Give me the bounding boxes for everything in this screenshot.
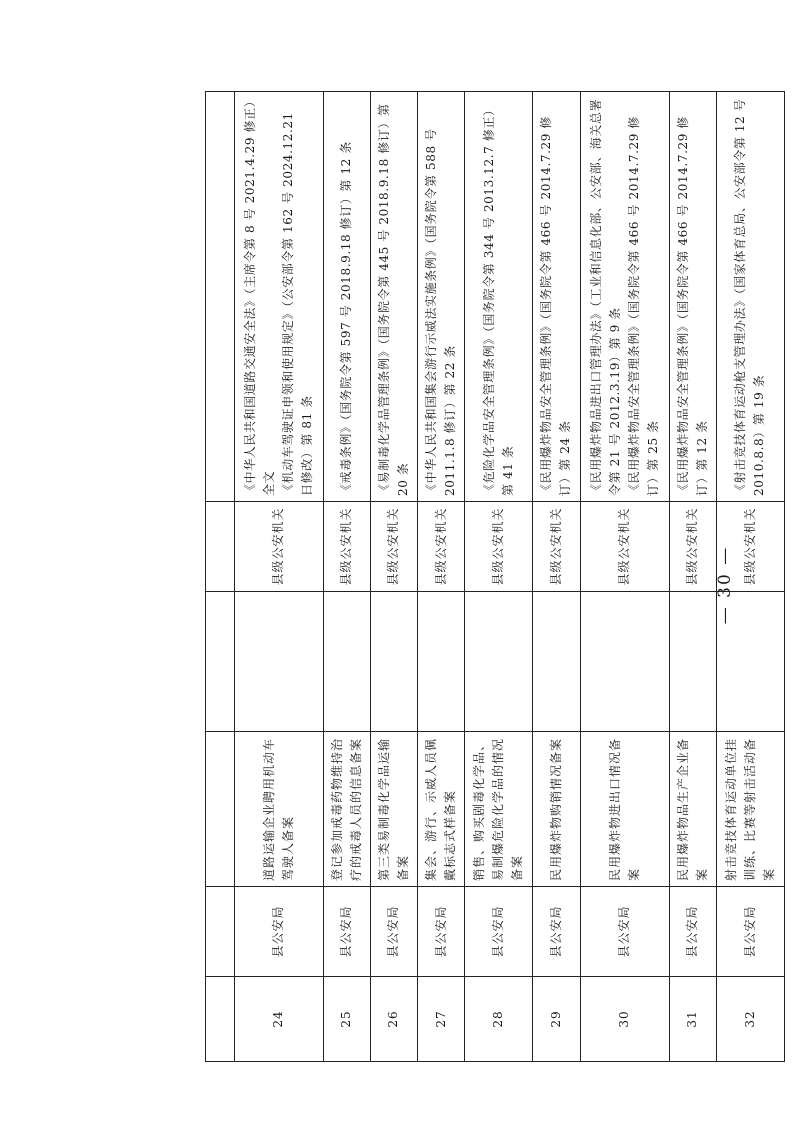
table-row — [370, 92, 417, 1062]
table-cell — [206, 732, 235, 887]
row-number-cell: 26 — [370, 977, 417, 1062]
handling-level-cell: 县级公安机关 — [533, 502, 580, 592]
legal-basis-cell: 《中华人民共和国道路交通安全法》（主席令第 8 号 2021.4.29 修正）全文 《机动车驾驶证申领和使用规定》（公安部令第 162 号 2024.12.21 日修改）第 81 条 — [234, 92, 323, 502]
empty-cell — [533, 592, 580, 732]
filing-items-table — [205, 91, 785, 1062]
legal-basis-cell: 《易制毒化学品管理条例》（国务院令第 445 号 2018.9.18 修订）第 20 条 — [370, 92, 417, 502]
table-row — [533, 92, 580, 1062]
table-cell — [206, 502, 235, 592]
table-row — [580, 92, 669, 1062]
row-number-cell: 30 — [580, 977, 669, 1062]
table-row-partial-top — [206, 92, 235, 1062]
handling-level-cell: 县级公安机关 — [716, 502, 784, 592]
legal-basis-cell: 《民用爆炸物品安全管理条例》（国务院令第 466 号 2014.7.29 修订）第 12 条 — [669, 92, 716, 502]
table-row — [418, 92, 465, 1062]
filing-item-cell: 射击竞技体育运动单位挂训练、比赛等射击活动备案 — [716, 732, 784, 887]
filing-item-cell: 登记参加戒毒药物维持治疗的戒毒人员的信息备案 — [323, 732, 370, 887]
filing-item-cell: 道路运输企业聘用机动车驾驶人备案 — [234, 732, 323, 887]
row-number-cell: 25 — [323, 977, 370, 1062]
row-number-cell: 24 — [234, 977, 323, 1062]
handling-level-cell: 县级公安机关 — [323, 502, 370, 592]
department-cell: 县公安局 — [580, 887, 669, 977]
handling-level-cell: 县级公安机关 — [669, 502, 716, 592]
empty-cell — [234, 592, 323, 732]
department-cell: 县公安局 — [370, 887, 417, 977]
filing-item-cell: 民用爆炸物购销情况备案 — [533, 732, 580, 887]
table-row — [323, 92, 370, 1062]
filing-item-cell: 第三类易制毒化学品运输备案 — [370, 732, 417, 887]
department-cell: 县公安局 — [323, 887, 370, 977]
legal-basis-cell: 《民用爆炸物品进出口管理办法》（工业和信息化部、公安部、海关总署令第 21 号 2012.3.19）第 9 条 《民用爆炸物品安全管理条例》（国务院令第 466 号 2014.7.29 修订）第 25 条 — [580, 92, 669, 502]
department-cell: 县公安局 — [669, 887, 716, 977]
empty-cell — [418, 592, 465, 732]
table-row — [465, 92, 533, 1062]
table-cell — [206, 977, 235, 1062]
handling-level-cell: 县级公安机关 — [234, 502, 323, 592]
handling-level-cell: 县级公安机关 — [418, 502, 465, 592]
row-number-cell: 32 — [716, 977, 784, 1062]
legal-basis-cell: 《戒毒条例》（国务院令第 597 号 2018.9.18 修订）第 12 条 — [323, 92, 370, 502]
table-cell — [206, 592, 235, 732]
empty-cell — [370, 592, 417, 732]
legal-basis-cell: 《射击竞技体育运动枪支管理办法》（国家体育总局、公安部令第 12 号 2010.8.8）第 19 条 — [716, 92, 784, 502]
department-cell: 县公安局 — [234, 887, 323, 977]
department-cell: 县公安局 — [465, 887, 533, 977]
filing-item-cell: 集会、游行、示威人员佩戴标志式样备案 — [418, 732, 465, 887]
row-number-cell: 31 — [669, 977, 716, 1062]
table-cell — [206, 92, 235, 502]
handling-level-cell: 县级公安机关 — [465, 502, 533, 592]
legal-basis-cell: 《危险化学品安全管理条例》（国务院令第 344 号 2013.12.7 修正）第 41 条 — [465, 92, 533, 502]
department-cell: 县公安局 — [533, 887, 580, 977]
legal-basis-cell: 《民用爆炸物品安全管理条例》（国务院令第 466 号 2014.7.29 修订）第 24 条 — [533, 92, 580, 502]
rotated-table-container — [205, 92, 785, 1062]
department-cell: 县公安局 — [716, 887, 784, 977]
empty-cell — [580, 592, 669, 732]
handling-level-cell: 县级公安机关 — [370, 502, 417, 592]
filing-item-cell: 民用爆炸物进出口情况备案 — [580, 732, 669, 887]
filing-item-cell: 民用爆炸物品生产企业备案 — [669, 732, 716, 887]
department-cell: 县公安局 — [418, 887, 465, 977]
legal-basis-cell: 《中华人民共和国集会游行示威法实施条例》（国务院令第 588 号 2011.1.8 修订）第 22 条 — [418, 92, 465, 502]
row-number-cell: 27 — [418, 977, 465, 1062]
row-number-cell: 28 — [465, 977, 533, 1062]
table-cell — [206, 887, 235, 977]
handling-level-cell: 县级公安机关 — [580, 502, 669, 592]
empty-cell — [465, 592, 533, 732]
filing-item-cell: 销售、购买剧毒化学品、易制爆危险化学品的情况备案 — [465, 732, 533, 887]
empty-cell — [323, 592, 370, 732]
table-row — [234, 92, 323, 1062]
table-body — [234, 92, 784, 1062]
row-number-cell: 29 — [533, 977, 580, 1062]
page-number: — 30 — — [715, 545, 736, 625]
